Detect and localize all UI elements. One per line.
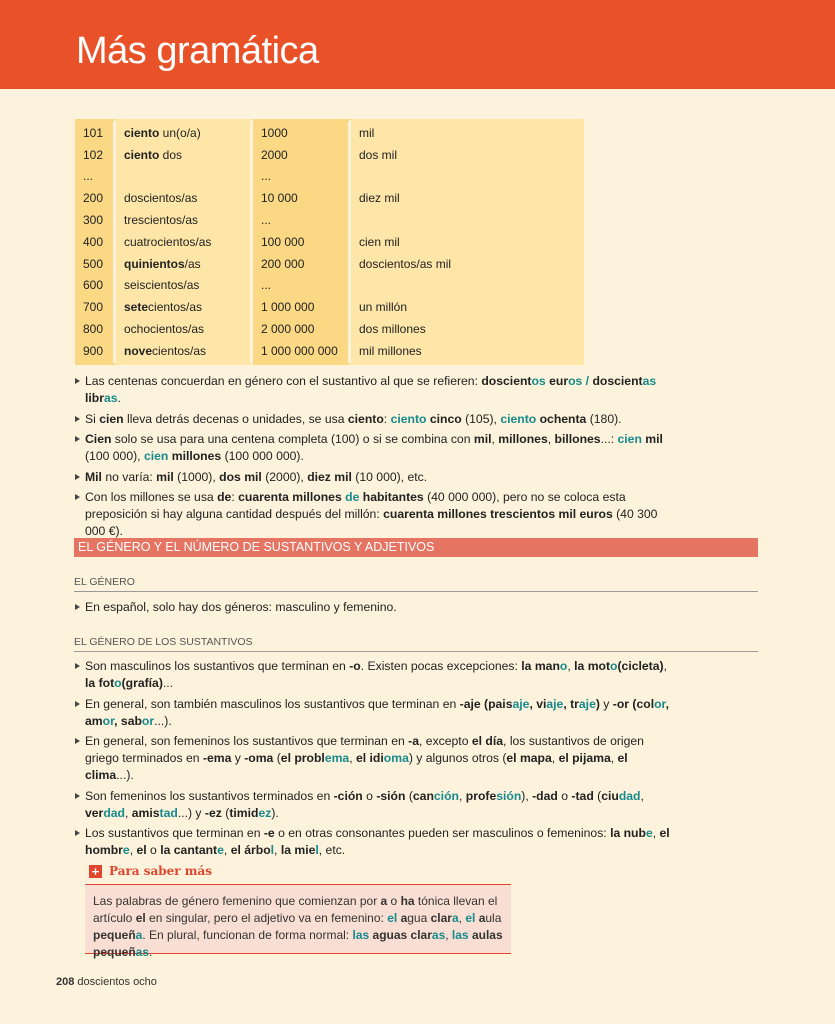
table-cell: 10 000 — [253, 187, 351, 209]
table-cell: 700 — [75, 296, 116, 318]
table-cell: quinientos/as — [116, 253, 253, 275]
table-cell: 102 — [75, 144, 116, 166]
table-cell: dos mil — [351, 144, 584, 166]
table-cell: ... — [75, 166, 116, 188]
table-cell: dos millones — [351, 318, 584, 340]
table-cell: 1 000 000 000 — [253, 340, 351, 365]
rule-text: En general, son femeninos los sustantivos que terminan en -a, excepto el día, los sustantivos de origen griego terminados en -ema y -oma (el problema, el idioma) y algunos otros (el mapa, el pijama, el clima...). — [85, 734, 644, 782]
table-row — [75, 144, 584, 166]
table-cell: mil — [351, 119, 584, 144]
table-cell: ciento un(o/a) — [116, 119, 253, 144]
table-cell: ochocientos/as — [116, 318, 253, 340]
table-row — [75, 340, 584, 365]
info-box-title-text: Para saber más — [109, 864, 213, 878]
table-cell: 600 — [75, 275, 116, 297]
table-cell: 300 — [75, 209, 116, 231]
gender-rules-list — [74, 599, 674, 620]
table-cell: doscientos/as mil — [351, 253, 584, 275]
subheading-gender: EL GÉNERO — [74, 576, 758, 592]
page-footer — [56, 976, 157, 988]
info-box — [85, 884, 511, 959]
plus-icon: + — [90, 864, 101, 878]
page-number: 208 — [56, 976, 75, 988]
list-item — [74, 733, 674, 784]
table-row — [75, 231, 584, 253]
rule-text: Mil no varía: mil (1000), dos mil (2000), diez mil (10 000), etc. — [85, 469, 428, 484]
noun-rules-list — [74, 658, 674, 863]
table-cell: mil millones — [351, 340, 584, 365]
rule-text: Son masculinos los sustantivos que terminan en -o. Existen pocas excepciones: la mano, la moto(cicleta), la foto(grafía)... — [85, 659, 667, 690]
rule-text: Son femeninos los sustantivos terminados en -ción o -sión (canción, profesión), -dad o -tad (ciudad, verdad, amistad...) y -ez (timidez). — [85, 788, 644, 820]
list-item — [74, 658, 674, 692]
rule-text: En español, solo hay dos géneros: masculino y femenino. — [85, 600, 397, 614]
table-cell: cien mil — [351, 231, 584, 253]
table-cell: 400 — [75, 231, 116, 253]
table-row — [75, 119, 584, 144]
table-cell: novecientos/as — [116, 340, 253, 365]
rule-text: En general, son también masculinos los sustantivos que terminan en -aje (paisaje, viaje, traje) y -or (color, amor, sabor...). — [85, 696, 670, 728]
table-cell — [351, 209, 584, 231]
info-box-title — [89, 864, 212, 878]
list-item — [74, 788, 674, 822]
table-cell: 800 — [75, 318, 116, 340]
page-title: Más gramática — [76, 30, 319, 72]
list-item — [74, 411, 674, 428]
table-cell: 500 — [75, 253, 116, 275]
table-cell: doscientos/as — [116, 187, 253, 209]
table-cell: ... — [253, 209, 351, 231]
table-cell — [351, 275, 584, 297]
table-cell — [116, 166, 253, 188]
list-item — [74, 469, 674, 486]
page-header — [0, 0, 835, 89]
table-cell: un millón — [351, 296, 584, 318]
table-row — [75, 296, 584, 318]
rule-text: Las centenas concuerdan en género con el sustantivo al que se refieren: doscientos euros / doscientas libras. — [85, 374, 657, 405]
table-cell: 1 000 000 — [253, 296, 351, 318]
rule-text: Cien solo se usa para una centena completa (100) o si se combina con mil, millones, billones...: cien mil (100 000), cien millones (100 000 000). — [85, 432, 663, 463]
list-item — [74, 489, 674, 540]
list-item — [74, 373, 674, 407]
list-item — [74, 599, 674, 616]
list-item — [74, 825, 674, 859]
table-cell: ciento dos — [116, 144, 253, 166]
table-cell: trescientos/as — [116, 209, 253, 231]
table-cell: 1000 — [253, 119, 351, 144]
rule-text: Con los millones se usa de: cuarenta millones de habitantes (40 000 000), pero no se coloca esta preposición si hay alguna cantidad después del millón: cuarenta millones trescientos mil euros (40 300 000 €). — [85, 490, 658, 538]
table-cell: 200 000 — [253, 253, 351, 275]
numbers-table — [75, 119, 584, 365]
section-title-bar: EL GÉNERO Y EL NÚMERO DE SUSTANTIVOS Y ADJETIVOS — [74, 538, 758, 557]
table-cell: cuatrocientos/as — [116, 231, 253, 253]
list-item — [74, 431, 674, 465]
table-cell: diez mil — [351, 187, 584, 209]
table-cell: setecientos/as — [116, 296, 253, 318]
table-cell: 200 — [75, 187, 116, 209]
table-cell: 101 — [75, 119, 116, 144]
table-row — [75, 253, 584, 275]
table-cell: ... — [253, 166, 351, 188]
table-row — [75, 275, 584, 297]
subheading-nouns: EL GÉNERO DE LOS SUSTANTIVOS — [74, 636, 758, 652]
table-row — [75, 187, 584, 209]
table-cell — [351, 166, 584, 188]
table-row — [75, 209, 584, 231]
table-row — [75, 166, 584, 188]
table-cell: 100 000 — [253, 231, 351, 253]
rule-text: Los sustantivos que terminan en -e o en otras consonantes pueden ser masculinos o femeninos: la nube, el hombre, el o la cantante, el árbol, la miel, etc. — [85, 826, 670, 857]
page-number-words: doscientos ocho — [77, 976, 157, 988]
numbers-rules-list — [74, 373, 674, 544]
info-box-text: Las palabras de género femenino que comienzan por a o ha tónica llevan el artículo el en singular, pero el adjetivo va en femenino: el agua clara, el aula pequeña. En plural, funcionan de forma normal: las aguas claras, las aulas pequeñas. — [93, 894, 503, 959]
table-cell: seiscientos/as — [116, 275, 253, 297]
rule-text: Si cien lleva detrás decenas o unidades, se usa ciento: ciento cinco (105), ciento ochenta (180). — [85, 411, 622, 426]
table-cell: ... — [253, 275, 351, 297]
table-cell: 2000 — [253, 144, 351, 166]
table-cell: 2 000 000 — [253, 318, 351, 340]
table-cell: 900 — [75, 340, 116, 365]
list-item — [74, 696, 674, 730]
table-row — [75, 318, 584, 340]
